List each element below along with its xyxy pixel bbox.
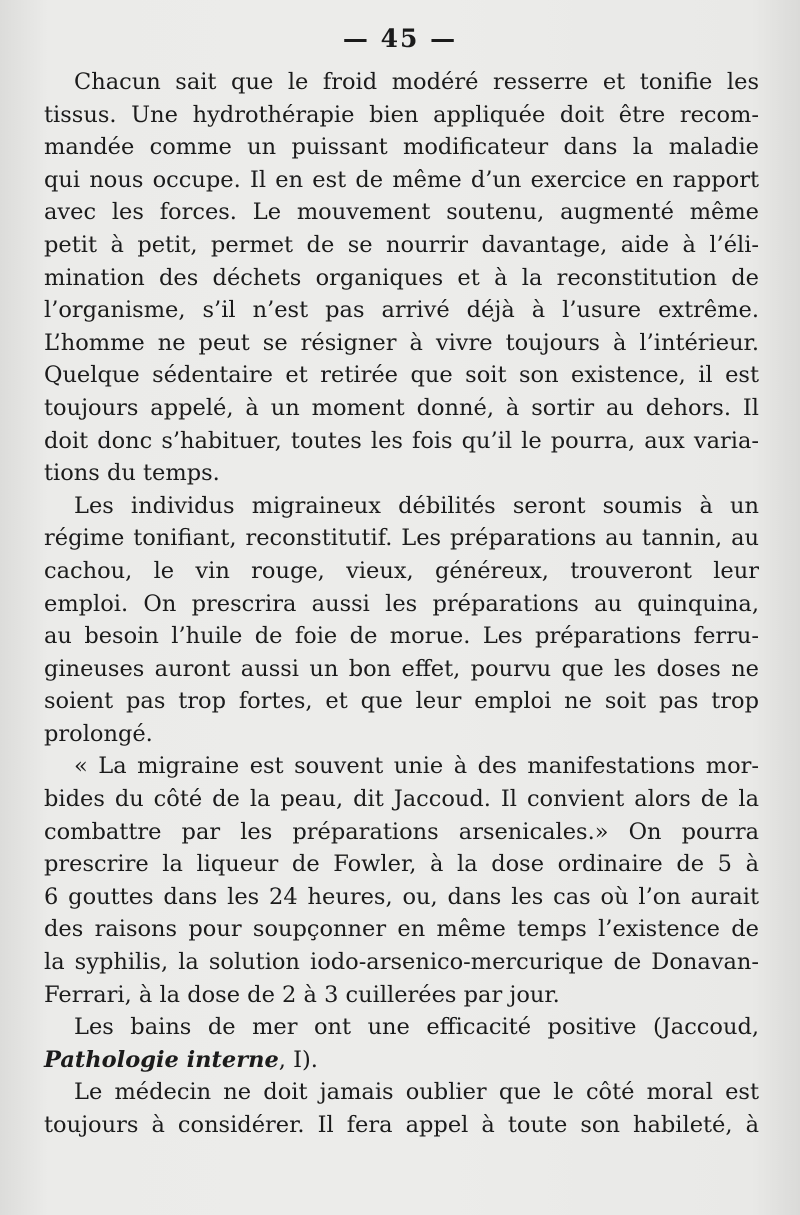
text-line: qui nous occupe. Il en est de même d’un exercice en rapport — [44, 166, 759, 193]
text-line: des raisons pour soupçonner en même temps l’existence de — [44, 916, 759, 943]
text-line: Les bains de mer ont une efficacité positive (Jaccoud, — [74, 1014, 759, 1041]
text-line: Chacun sait que le froid modéré resserre et tonifie les — [74, 69, 759, 95]
text-line: combattre par les préparations arsenicales.» On pourra — [44, 818, 759, 845]
text-line: soient pas trop fortes, et que leur emploi ne soit pas trop — [44, 688, 759, 715]
text-line: mination des déchets organiques et à la reconstitution de — [44, 264, 759, 291]
text-line: L’homme ne peut se résigner à vivre toujours à l’intérieur. — [44, 329, 759, 356]
text-line: Les individus migraineux débilités seront soumis à un — [74, 492, 759, 519]
text-line: petit à petit, permet de se nourrir davantage, aide à l’éli- — [44, 231, 759, 258]
text-line: la syphilis, la solution iodo-arsenico-mercurique de Donavan- — [44, 949, 759, 976]
text-line: avec les forces. Le mouvement soutenu, augmenté même — [44, 199, 759, 226]
text-line: tissus. Une hydrothérapie bien appliquée doit être recom- — [44, 101, 759, 128]
page-number: — 45 — — [342, 24, 458, 53]
text-line: 6 gouttes dans les 24 heures, ou, dans les cas où l’on aurait — [44, 883, 759, 910]
text-line: prolongé. — [44, 720, 153, 747]
text-line: toujours à considérer. Il fera appel à toute son habileté, à — [44, 1112, 759, 1138]
citation-line — [44, 1044, 759, 1077]
text-line: gineuses auront aussi un bon effet, pourvu que les doses ne — [44, 655, 759, 682]
text-line: l’organisme, s’il n’est pas arrivé déjà à l’usure extrême. — [44, 297, 759, 324]
text-line: mandée comme un puissant modificateur dans la maladie — [44, 134, 759, 161]
text-line: Le médecin ne doit jamais oublier que le côté moral est — [74, 1079, 759, 1106]
text-line: au besoin l’huile de foie de morue. Les préparations ferru- — [44, 623, 759, 650]
body-text — [44, 66, 759, 1142]
text-line: bides du côté de la peau, dit Jaccoud. Il convient alors de la — [44, 786, 759, 813]
text-line: Quelque sédentaire et retirée que soit son existence, il est — [44, 362, 759, 389]
text-line: tions du temps. — [44, 460, 220, 487]
text-line: cachou, le vin rouge, vieux, généreux, trouveront leur — [44, 557, 759, 584]
text-line: emploi. On prescrira aussi les préparations au quinquina, — [44, 590, 759, 617]
text-line: régime tonifiant, reconstitutif. Les préparations au tannin, au — [44, 525, 759, 552]
text-line: « La migraine est souvent unie à des manifestations mor- — [74, 753, 759, 780]
text-line: Ferrari, à la dose de 2 à 3 cuillerées par jour. — [44, 981, 560, 1008]
text-line: prescrire la liqueur de Fowler, à la dose ordinaire de 5 à — [44, 851, 759, 878]
text-line: doit donc s’habituer, toutes les fois qu’il le pourra, aux varia- — [44, 427, 759, 454]
text-line: toujours appelé, à un moment donné, à sortir au dehors. Il — [44, 394, 759, 421]
citation-rest: , I). — [278, 1046, 318, 1073]
citation-title: Pathologie interne — [44, 1046, 279, 1073]
